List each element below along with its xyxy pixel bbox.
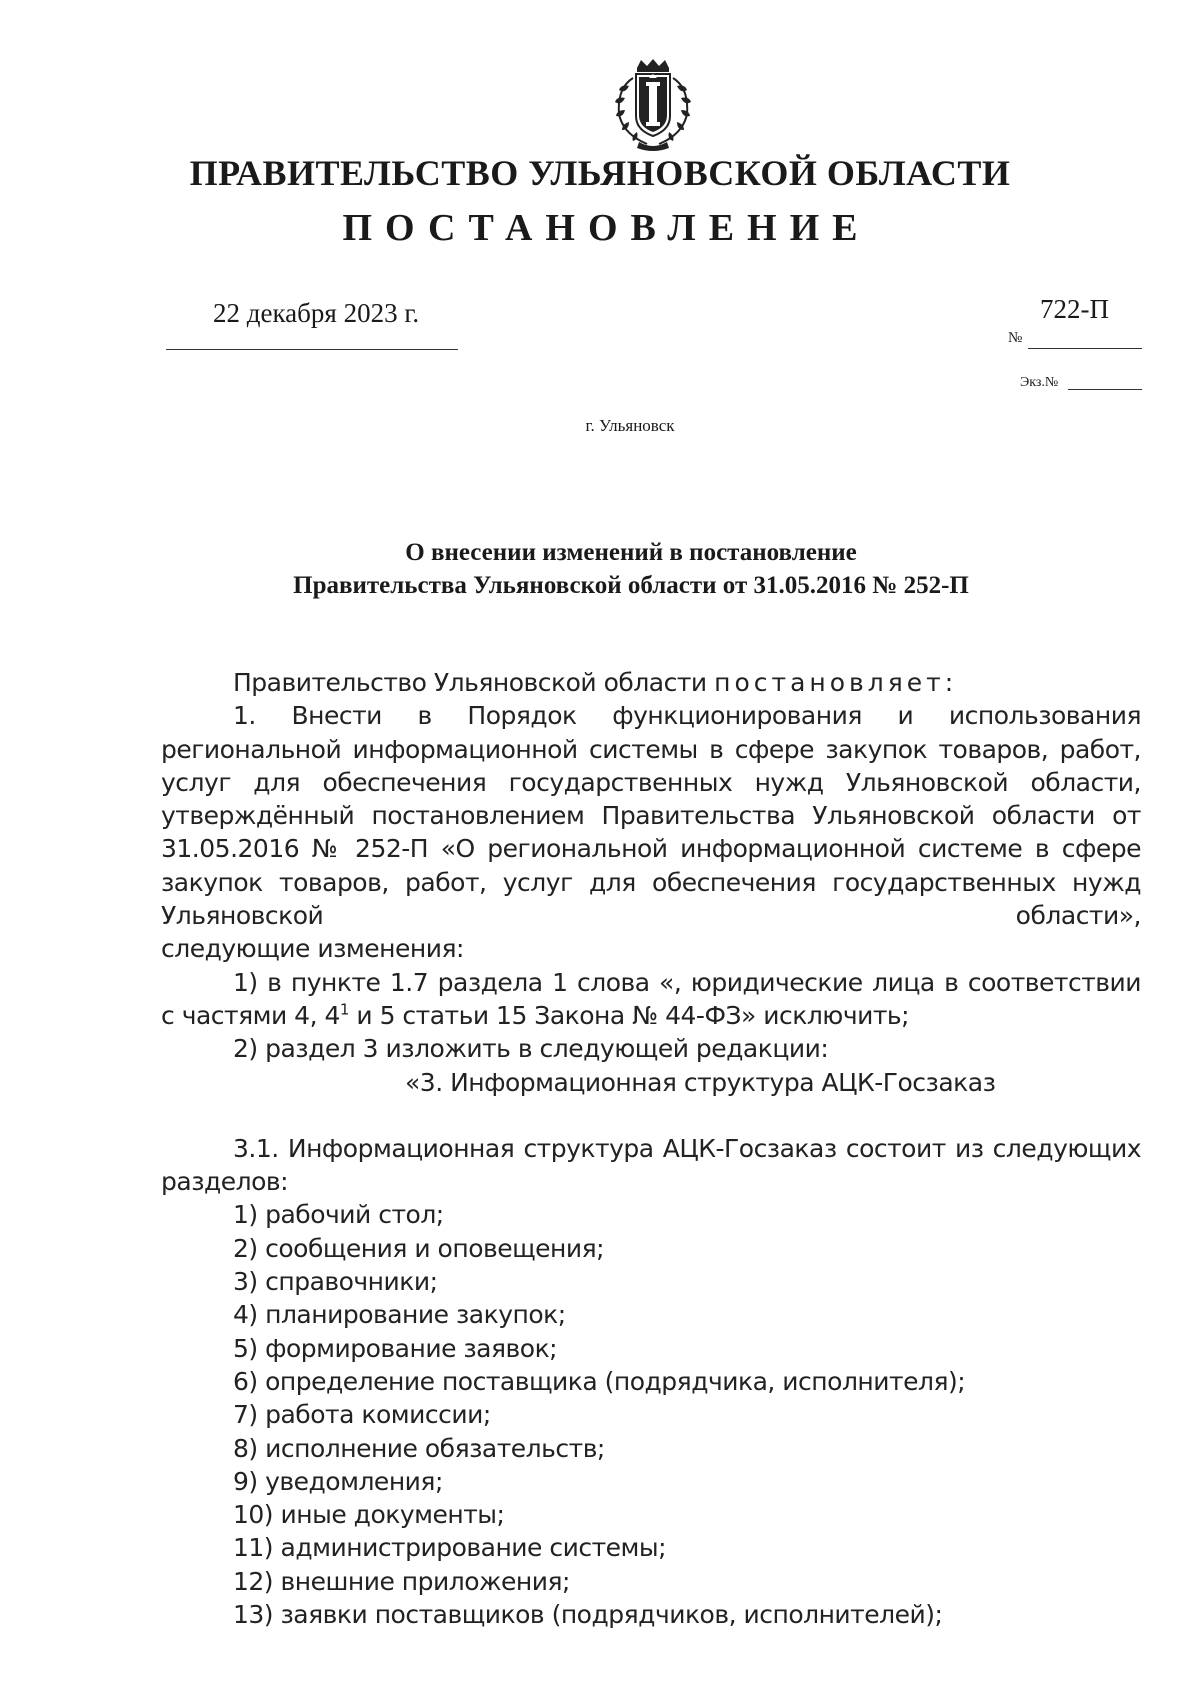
list-item: 10) иные документы; (233, 1500, 505, 1530)
sections-list (161, 1198, 1141, 1631)
paragraph-1: 1. Внести в Порядок функционирования и использования региональной информационной системы в сфере закупок товаров, работ, услуг для обеспечения государственных нужд Ульяновской области, утверждённый постановлением Правительства Ульяновской области от 31.05.2016 № 252-П «О региональной информационной системе в сфере закупок товаров, работ, услуг для обеспечения государственных нужд Ульяновской области», (161, 701, 1141, 931)
list-item: 12) внешние приложения; (233, 1566, 570, 1596)
list-item: 9) уведомления; (233, 1466, 443, 1496)
list-item: 4) планирование закупок; (233, 1300, 566, 1330)
list-item: 5) формирование заявок; (233, 1333, 558, 1363)
paragraph-5-line-1: 3.1. Информационная структура АЦК-Госзаказ состоит из следующих (233, 1133, 1141, 1163)
document-number: 722-П (1040, 294, 1109, 324)
list-item: 13) заявки поставщиков (подрядчиков, исполнителей); (233, 1600, 943, 1630)
intro-text: Правительство Ульяновской области (233, 668, 715, 697)
heading-line-1: О внесении изменений в постановление (405, 539, 857, 566)
paragraph-2-line-1: 1) в пункте 1.7 раздела 1 слова «, юридические лица в соответствии (233, 967, 1141, 997)
document-date: 22 декабря 2023 г. (213, 298, 420, 328)
number-prefix: № (1008, 330, 1023, 346)
p2-superscript: 1 (339, 1000, 349, 1019)
copy-number-label: Экз.№ (1020, 375, 1059, 390)
document-body (161, 666, 1141, 1631)
section-3-title: «3. Информационная структура АЦК-Госзаказ (405, 1067, 996, 1097)
list-item: 2) сообщения и оповещения; (233, 1233, 605, 1263)
document-type: ПОСТАНОВЛЕНИЕ (342, 207, 871, 249)
list-item: 11) администрирование системы; (233, 1533, 667, 1563)
document-heading (0, 536, 1200, 602)
government-title: ПРАВИТЕЛЬСТВО УЛЬЯНОВСКОЙ ОБЛАСТИ (189, 153, 1011, 193)
p2-text-b: и 5 статьи 15 Закона № 44-ФЗ» исключить; (348, 1000, 910, 1030)
coat-of-arms-icon (603, 58, 703, 154)
list-item: 6) определение поставщика (подрядчика, исполнителя); (233, 1366, 966, 1396)
paragraph-1-end: следующие изменения: (161, 934, 464, 964)
paragraph-2-line-2 (161, 999, 1141, 1032)
list-item: 8) исполнение обязательств; (233, 1433, 605, 1463)
date-underline (166, 349, 458, 350)
list-item: 7) работа комиссии; (233, 1400, 491, 1430)
copy-number-underline (1068, 389, 1142, 390)
intro-spaced-word: постановляет: (714, 668, 958, 697)
paragraph-3: 2) раздел 3 изложить в следующей редакции: (233, 1034, 829, 1064)
city-name: г. Ульяновск (585, 416, 675, 435)
p2-text-a: с частями 4, 4 (161, 1000, 340, 1030)
paragraph-gap (161, 1099, 1141, 1132)
list-item: 1) рабочий стол; (233, 1200, 444, 1230)
number-underline (1028, 348, 1142, 349)
paragraph-5-line-2: разделов: (161, 1167, 289, 1197)
list-item: 3) справочники; (233, 1267, 438, 1297)
intro-paragraph (161, 666, 1141, 699)
heading-line-2: Правительства Ульяновской области от 31.05.2016 № 252-П (293, 572, 969, 599)
